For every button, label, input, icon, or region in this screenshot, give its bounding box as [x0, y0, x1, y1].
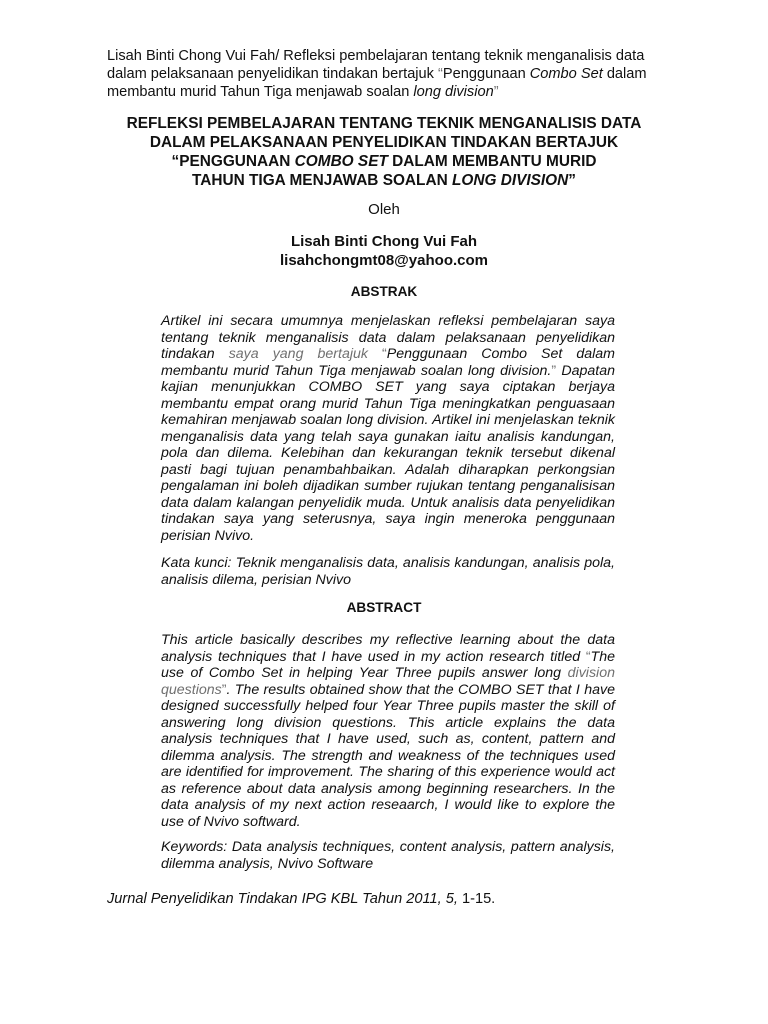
paper-title [100, 114, 668, 190]
byline-oleh: Oleh [368, 201, 400, 218]
journal-sep: , [453, 891, 458, 907]
title-line-2: DALAM PELAKSANAAN PENYELIDIKAN TINDAKAN BERTAJUK [149, 134, 619, 151]
header-line-2 [107, 65, 667, 83]
title-line-4-a: TAHUN TIGA MENJAWAB SOALAN [192, 172, 452, 189]
header-line-2-text-d: dalam [602, 66, 647, 82]
abstrak-text-c: Dapatan kajian menunjukkan COMBO SET yang saya ciptakan berjaya membantu empat orang murid Tahun Tiga meningkatkan penguasaan kemahiran menjawab soalan long division. Artikel ini menjelaskan teknik menganalisis data yang telah saya gunakan iaitu analisis kandungan, pola dan dilema. Kelebihan dan kekurangan teknik tersebut dikenal pasti bagi tujuan penambahbaikan. Adalah diharapkan perkongsian pengalaman ini boleh dijadikan sumber rujukan tentang penganalisisan data dalam kalangan penyelidik muda. Untuk analisis data penyelidikan tindakan saya yang seterusnya, saya ingin meneroka penggunaan perisian Nvivo. [161, 362, 615, 544]
journal-pages: 1-15. [457, 891, 496, 907]
author-email: lisahchongmt08@yahoo.com [279, 252, 488, 269]
header-line-3 [107, 83, 667, 101]
header-open-quote: “ [438, 66, 443, 82]
abstract-text-b: The use of Combo Set in helping Year Three pupils answer long [161, 648, 615, 681]
author-block [100, 232, 668, 270]
abstrak-heading: ABSTRAK [350, 284, 418, 299]
journal-volume: 5 [445, 891, 454, 907]
abstract-text-c: . The results obtained show that the COMBO SET that I have designed successfully helped four Year Three pupils master the skill of answering long division questions. This article explains the data analysis techniques that I have used, such as, content, pattern and dilemma analysis. The strength and weakness of the techniques used are identified for improvement. The sharing of this experience would act as reference about data analysis among beginning researchers. In the data analysis of my next action reseaarch, I would like to explore the use of Nvivo softward. [161, 681, 615, 830]
author-name: Lisah Binti Chong Vui Fah [290, 233, 478, 250]
title-line-3 [100, 152, 668, 171]
header-line-2-text-b: Penggunaan [442, 66, 530, 82]
header-combo-set: Combo Set [529, 66, 603, 82]
abstract-text-grey: division questions [161, 665, 615, 698]
abstract-heading: ABSTRACT [346, 600, 422, 615]
title-line-3-c: DALAM MEMBANTU MURID [387, 153, 597, 170]
journal-citation [107, 890, 667, 908]
title-line-4 [100, 171, 668, 190]
abstrak-open-quote: “ [367, 346, 387, 362]
running-header [107, 47, 667, 101]
title-line-4-c: ” [568, 172, 576, 189]
header-line-3-text: membantu murid Tahun Tiga menjawab soalan [107, 84, 414, 100]
abstract-paragraph [161, 632, 615, 830]
abstrak-text-grey: saya yang bertajuk [228, 346, 368, 362]
title-long-division: LONG DIVISION [451, 172, 569, 189]
abstrak-text-a: Artikel ini secara umumnya menjelaskan refleksi pembelajaran saya tentang teknik menganalisis data dalam pelaksanaan penyelidikan tindakan [161, 313, 615, 362]
header-close-quote: ” [493, 84, 499, 100]
header-line-2-text: dalam pelaksanaan penyelidikan tindakan bertajuk [107, 66, 439, 82]
header-line-1: Lisah Binti Chong Vui Fah/ Refleksi pembelajaran tentang teknik menganalisis data [107, 48, 645, 64]
abstrak-close-quote: ” [551, 362, 557, 379]
journal-name: Jurnal Penyelidikan Tindakan IPG KBL Tahun 2011, [107, 891, 446, 907]
abstrak-text-b: Penggunaan Combo Set dalam membantu murid Tahun Tiga menjawab soalan long division. [161, 346, 615, 379]
abstrak-keywords: Kata kunci: Teknik menganalisis data, analisis kandungan, analisis pola, analisis dilema, perisian Nvivo [161, 555, 615, 588]
abstrak-paragraph [161, 313, 615, 544]
title-line-3-a: “PENGGUNAAN [171, 153, 295, 170]
abstract-open-quote: “ [585, 648, 591, 665]
abstract-keywords: Keywords: Data analysis techniques, content analysis, pattern analysis, dilemma analysis, Nvivo Software [161, 839, 615, 872]
header-long-division: long division [413, 84, 494, 100]
title-line-1: REFLEKSI PEMBELAJARAN TENTANG TEKNIK MENGANALISIS DATA [126, 115, 642, 132]
abstract-text-a: This article basically describes my reflective learning about the data analysis techniques that I have used in my action research titled [161, 632, 615, 665]
title-combo-set: COMBO SET [294, 153, 388, 170]
abstract-close-quote: ” [221, 681, 227, 698]
